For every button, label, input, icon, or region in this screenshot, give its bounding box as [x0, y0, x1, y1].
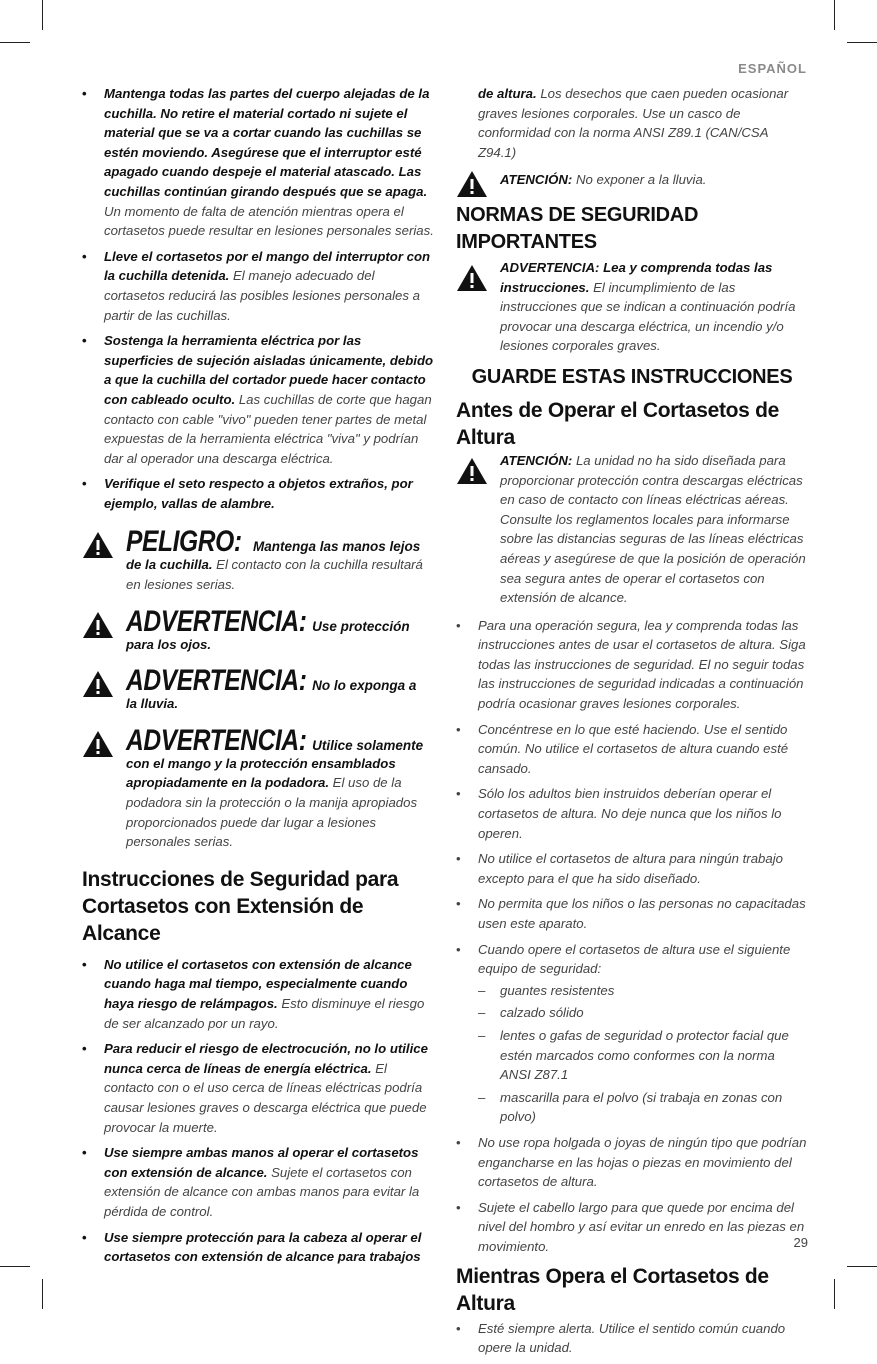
list-item: • Verifique el seto respecto a objetos extraños, por ejemplo, vallas de alambre.	[82, 474, 434, 513]
warning-rain: ADVERTENCIA: No lo exponga a la lluvia.	[82, 666, 434, 714]
warning-read-instructions: ADVERTENCIA: Lea y comprenda todas las instrucciones. El incumplimiento de las instrucciones que se indican a continuación podría provocar una descarga eléctrica, un incendio y/o lesiones corporales graves.	[456, 258, 808, 356]
left-column	[82, 84, 434, 1273]
section-title: Antes de Operar el Cortasetos de Altura	[456, 398, 780, 449]
list-item: • No use ropa holgada o joyas de ningún tipo que podrían engancharse en las hojas o piezas en movimiento del cortasetos de altura.	[456, 1133, 808, 1192]
warning-triangle-icon	[82, 730, 114, 758]
equipment-list	[478, 981, 808, 1127]
crop-mark	[0, 42, 30, 43]
danger-word: PELIGRO:	[126, 525, 242, 559]
page-number: 29	[793, 1235, 808, 1250]
warning-handle-guard: ADVERTENCIA: Utilice solamente con el mango y la protección ensamblados apropiadamente en la podadora. El uso de la podadora sin la protección o la manija apropiados proporcionados puede dar lugar a lesiones personales serias.	[82, 726, 434, 852]
list-item: • Concéntrese en lo que esté haciendo. Use el sentido común. No utilice el cortasetos de altura cuando esté cansado.	[456, 720, 808, 779]
warning-eye-protection: ADVERTENCIA: Use protección para los ojos.	[82, 607, 434, 655]
crop-mark	[0, 1266, 30, 1267]
list-item: • Cuando opere el cortasetos de altura use el siguiente equipo de seguridad: – guantes resistentes – calzado sólido – lentes o gafas de seguridad o protector facial que estén marcados como conformes con la norma ANSI Z87.1 – mascarilla para el polvo (si trabaja en zonas con polvo)	[456, 940, 808, 1127]
section-title: GUARDE ESTAS INSTRUCCIONES	[471, 365, 793, 388]
crop-mark	[834, 1279, 835, 1309]
section-title: NORMAS DE SEGURIDAD IMPORTANTES	[456, 203, 699, 253]
list-item: – mascarilla para el polvo (si trabaja en zonas con polvo)	[478, 1088, 808, 1127]
crop-mark	[847, 1266, 877, 1267]
list-item: • No permita que los niños o las personas no capacitadas usen este aparato.	[456, 894, 808, 933]
warning-triangle-icon	[82, 531, 114, 559]
crop-mark	[42, 1279, 43, 1309]
list-item: • Sostenga la herramienta eléctrica por las superficies de sujeción aisladas únicamente, debido a que la cuchilla del cortador puede hacer contacto con cableado oculto. Las cuchillas de corte que hagan contacto con cable "vivo" pueden tener partes de metal expuestas de la herramienta eléctrica "viva" y podrían dar al operador una descarga eléctrica.	[82, 331, 434, 468]
list-item: – lentes o gafas de seguridad o protector facial que estén marcados como conformes con la norma ANSI Z87.1	[478, 1026, 808, 1085]
warning-word: ADVERTENCIA:	[126, 664, 307, 698]
attention-power-lines: ATENCIÓN: La unidad no ha sido diseñada para proporcionar protección contra descargas eléctricas en caso de contacto con líneas eléctricas aéreas. Consulte los reglamentos locales para informarse sobre las distancias seguras de las líneas eléctricas aéreas y asegúrese de que la posición de operación sea segura antes de operar el cortasetos con extensión de alcance.	[456, 451, 808, 608]
continuation-text: de altura. Los desechos que caen pueden ocasionar graves lesiones corporales. Use un casco de conformidad con la norma ANSI Z89.1 (CAN/CSA Z94.1)	[478, 86, 789, 160]
warning-triangle-icon	[456, 170, 488, 198]
attention-rain: ATENCIÓN: No exponer a la lluvia.	[456, 170, 808, 190]
list-item: – guantes resistentes	[478, 981, 808, 1001]
safety-list	[82, 84, 434, 513]
list-item: • Use siempre protección para la cabeza al operar el cortasetos con extensión de alcance para trabajos	[82, 1228, 434, 1267]
warning-triangle-icon	[82, 670, 114, 698]
warning-triangle-icon	[456, 457, 488, 485]
crop-mark	[847, 42, 877, 43]
list-item: – calzado sólido	[478, 1003, 808, 1023]
section-title: Instrucciones de Seguridad para Cortasetos con Extensión de Alcance	[82, 867, 399, 945]
crop-mark	[42, 0, 43, 30]
warning-word: ADVERTENCIA:	[126, 723, 307, 757]
while-operating-list	[456, 1319, 808, 1358]
danger-warning: PELIGRO: Mantenga las manos lejos de la cuchilla. El contacto con la cuchilla resultará en lesiones serias.	[82, 527, 434, 594]
list-item: • Use siempre ambas manos al operar el cortasetos con extensión de alcance. Sujete el cortasetos con extensión de alcance con ambas manos para evitar la pérdida de control.	[82, 1143, 434, 1221]
warning-word: ADVERTENCIA:	[126, 604, 307, 638]
list-item: • Para una operación segura, lea y comprenda todas las instrucciones antes de usar el cortasetos de altura. Siga todas las instrucciones de seguridad. El no seguir todas las instrucciones de seguridad indicadas a continuación podría ocasionar graves lesiones corporales.	[456, 616, 808, 714]
extension-safety-list	[82, 955, 434, 1267]
list-item: • Mantenga todas las partes del cuerpo alejadas de la cuchilla. No retire el material cortado ni sujete el material que se va a cortar cuando las cuchillas se estén moviendo. Asegúrese que el interruptor esté apagado cuando despeje el material atascado. Las cuchillas continúan girando después que se apaga. Un momento de falta de atención mientras opera el cortasetos puede resultar en lesiones personales serias.	[82, 84, 434, 241]
list-item: • Sujete el cabello largo para que quede por encima del nivel del hombro y así evitar un enredo en las piezas en movimiento.	[456, 1198, 808, 1257]
list-item: • Lleve el cortasetos por el mango del interruptor con la cuchilla detenida. El manejo adecuado del cortasetos reducirá las posibles lesiones personales a partir de las cuchillas.	[82, 247, 434, 325]
list-item: • Para reducir el riesgo de electrocución, no lo utilice nunca cerca de líneas de energía eléctrica. El contacto con o el uso cerca de líneas eléctricas podría causar lesiones graves o descarga eléctrica que puede provocar la muerte.	[82, 1039, 434, 1137]
list-item: • No utilice el cortasetos con extensión de alcance cuando haga mal tiempo, especialmente cuando haya riesgo de relámpagos. Esto disminuye el riesgo de ser alcanzado por un rayo.	[82, 955, 434, 1033]
section-title: Mientras Opera el Cortasetos de Altura	[456, 1264, 769, 1315]
language-label: ESPAÑOL	[738, 61, 807, 76]
list-item: • No utilice el cortasetos de altura para ningún trabajo excepto para el que ha sido diseñado.	[456, 849, 808, 888]
warning-triangle-icon	[456, 264, 488, 292]
list-item: • Esté siempre alerta. Utilice el sentido común cuando opere la unidad.	[456, 1319, 808, 1358]
operation-safety-list	[456, 616, 808, 1257]
right-column	[456, 84, 808, 1364]
warning-triangle-icon	[82, 611, 114, 639]
list-item: • Sólo los adultos bien instruidos deberían operar el cortasetos de altura. No deje nunca que los niños lo operen.	[456, 784, 808, 843]
crop-mark	[834, 0, 835, 30]
